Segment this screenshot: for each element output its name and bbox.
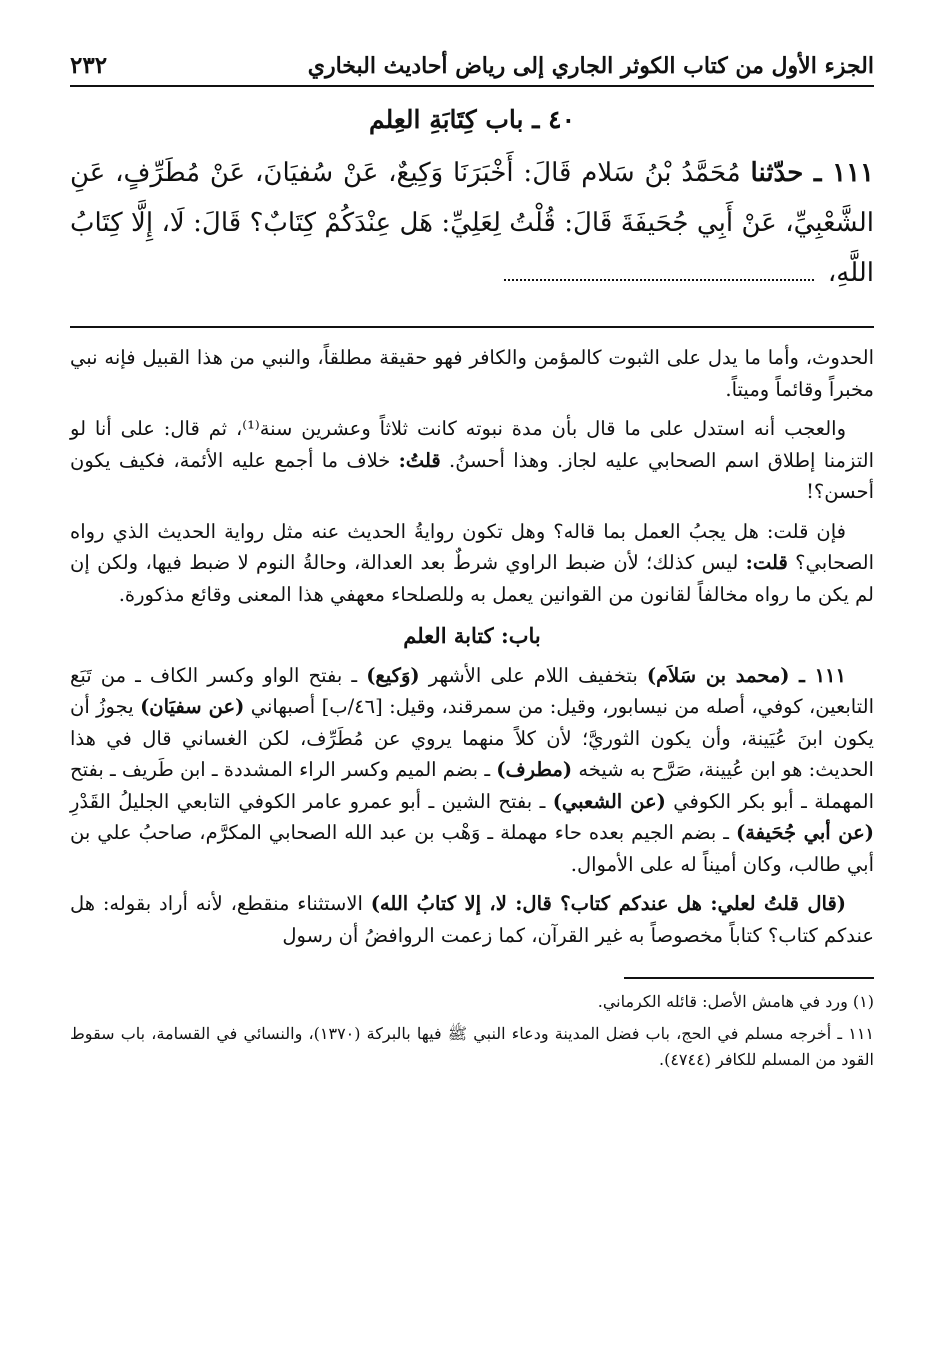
narrator-name: (مطرف) xyxy=(496,758,573,781)
commentary-paragraph xyxy=(70,342,874,405)
commentary-text: يجوزُ أن يكون ابنَ عُيَينة، وأن يكون الثوريَّ؛ لأن كلاً منهما يروي عن مُطَرِّف، لكن الغساني قال في هذا الحديث: هو ابن عُيينة، صَرَّح به شيخه xyxy=(70,695,874,781)
hadith-body: مُحَمَّدُ بْنُ سَلام قَالَ: أَخْبَرَنَا وَكِيعٌ، عَنْ سُفيَانَ، عَنْ مُطَرِّفٍ، عَنِ الشَّعْبِيِّ، عَنْ أَبِي جُحَيفَةَ قَالَ: قُلْتُ لِعَلِيِّ: هَل عِنْدَكُمْ كِتَابٌ؟ قَالَ: لَا، إِلَّا كِتَابُ اللَّهِ، xyxy=(70,158,874,288)
narrator-name: (عن الشعبي) xyxy=(552,789,666,813)
header-title: الجزء الأول من كتاب الكوثر الجاري إلى رياض أحاديث البخاري xyxy=(307,53,874,79)
commentary-text: ـ بفتح الواو وكسر الكاف ـ من تَبَع التابعين، كوفي، أصله من نيسابور، وقيل: من سمرقند، وقيل: [٤٦/ب] أصبهاني xyxy=(70,663,874,718)
commentary-paragraph xyxy=(70,516,874,611)
commentary-text: الاستثناء منقطع، لأنه أراد بقوله: هل عندكم كتاب؟ كتاباً مخصوصاً به غير القرآن، كما زعمت الروافضُ أن رسول xyxy=(70,892,874,947)
commentary-text: بتخفيف اللام على الأشهر xyxy=(428,663,638,687)
page-number: ٢٣٢ xyxy=(70,52,108,79)
commentary-text: خلاف ما أجمع عليه الأئمة، فكيف يكون أحسن؟! xyxy=(70,448,874,503)
book-page xyxy=(70,52,874,1079)
qult-label: قلت: xyxy=(745,551,788,574)
commentary-text: ـ بفتح الشين ـ أبو عمرو عامر الكوفي التابعي الجليلُ القَدْرِ xyxy=(70,789,546,813)
dotted-line xyxy=(504,271,814,281)
commentary-paragraph xyxy=(70,660,874,881)
footnote: (١) ورد في هامش الأصل: قائله الكرماني. xyxy=(597,992,874,1011)
hadith-text xyxy=(70,148,874,298)
qult-label: قلتُ: xyxy=(398,448,441,472)
commentary-text: فإن قلت: هل يجبُ العمل بما قاله؟ وهل تكون روايةُ الحديث عنه مثل رواية الحديث الذي رواه الصحابي؟ xyxy=(70,519,874,574)
commentary-paragraph xyxy=(70,888,874,951)
narrator-name: (وَكيع) xyxy=(366,663,420,687)
commentary-paragraph xyxy=(70,413,874,508)
commentary xyxy=(70,342,874,951)
commentary-text: ـ بضم الميم وكسر الراء المشددة ـ ابن طَريف ـ بفتح المهملة ـ أبو بكر الكوفي xyxy=(70,758,875,813)
footnote-divider xyxy=(624,977,874,979)
commentary-text: الحدوث، وأما ما يدل على الثبوت كالمؤمن والكافر فهو حقيقة مطلقاً، والنبي من هذا القبيل فإنه نبي مخبراً وقائماً وميتاً. xyxy=(70,346,874,401)
narrator-name: (عن سفيَان) xyxy=(140,695,245,718)
footnotes xyxy=(70,989,874,1073)
sub-chapter-title: باب: كتابة العلم xyxy=(403,623,541,648)
commentary-text: ـ بضم الجيم بعده حاء مهملة ـ وَهْب بن عبد الله الصحابي المكرَّم، صاحبُ علي بن أبي طالب، وكان أميناً له على الأموال. xyxy=(70,821,874,876)
section-divider xyxy=(70,326,874,328)
footnote: ١١١ ـ أخرجه مسلم في الحج، باب فضل المدينة ودعاء النبي ﷺ فيها بالبركة (١٣٧٠)، والنسائي في القسامة، باب سقوط القود من المسلم للكافر (٤٧٤٤). xyxy=(70,1024,874,1069)
commentary-text: ليس كذلك؛ لأن ضبط الراوي شرطٌ بعد العدالة، وحالةُ النوم لا ضبط فيها، ولكن إن لم يكن ما رواه مخالفاً لقانون من القوانين يعمل به وللصلحاء معهفي هذا المعنى وقائع مذكورة. xyxy=(70,551,874,606)
chapter-title: ٤٠ ـ باب كِتَابَةِ العِلم xyxy=(368,105,576,134)
hadith-number: ١١١ ـ حدّثنا xyxy=(750,158,875,188)
commentary-text: والعجب أنه استدل على ما قال بأن مدة نبوته كانت ثلاثاً وعشرين سنة⁽¹⁾، ثم قال: على أنا لو التزمنا إطلاق اسم الصحابي عليه لجاز. وهذا أحسنُ. xyxy=(70,417,875,472)
narrator-name: ١١١ ـ (محمد بن سَلاَم) xyxy=(646,663,846,687)
running-header xyxy=(70,52,874,87)
narrator-name: (عن أبي جُحَيفة) xyxy=(735,821,875,844)
hadith-quote: (قال قلتُ لعلي: هل عندكم كتاب؟ قال: لا، إلا كتابُ الله) xyxy=(370,892,846,915)
